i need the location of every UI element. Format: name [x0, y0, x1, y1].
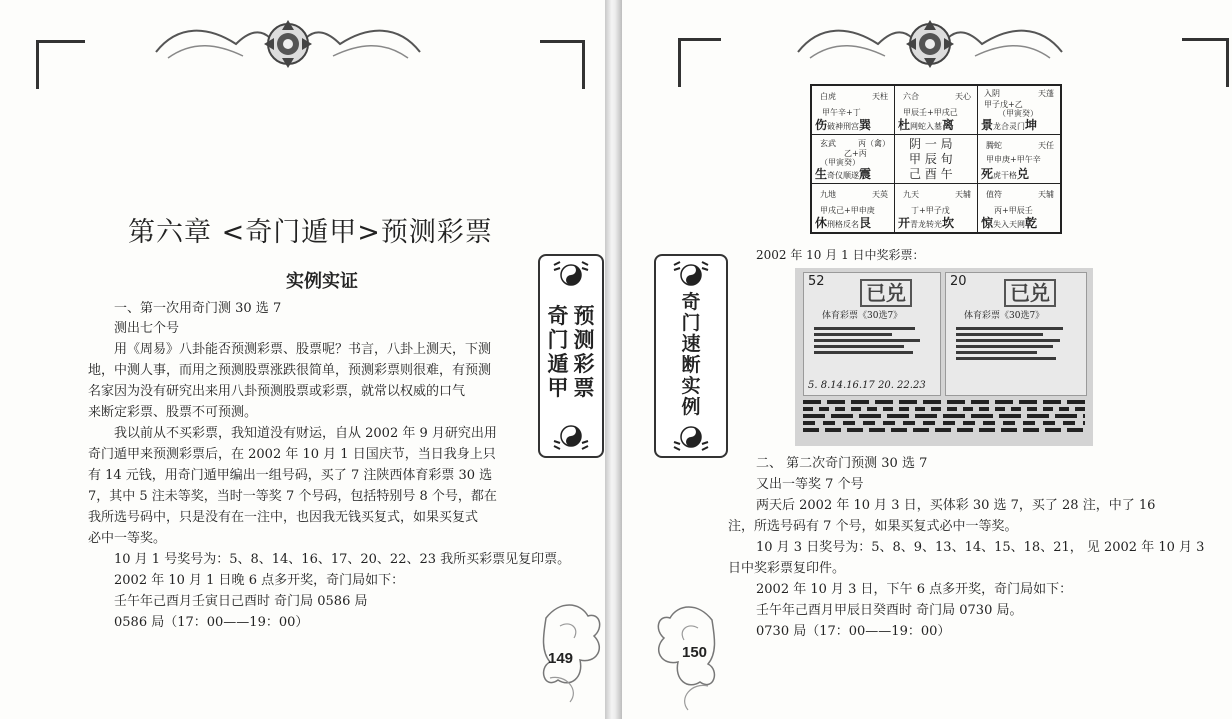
bagua-icon: [672, 422, 710, 452]
tab-col-2: 预 测 彩 票: [573, 304, 595, 400]
grid-cell-gen: 九地 天英 甲戌己+甲申庚 休刑格反名艮: [811, 184, 895, 234]
paragraph-line: 奇门遁甲来预测彩票后，在 2002 年 10 月 1 日国庆节，当日我身上只: [88, 447, 496, 462]
bagua-icon: [552, 260, 590, 290]
line-draw: 2002 年 10 月 3 日，下午 6 点多开奖，奇门局如下：: [756, 582, 1073, 597]
left-page: [0, 0, 605, 719]
paragraph-line: 用《周易》八卦能否预测彩票、股票呢？书言，八卦上测天，下测: [114, 342, 492, 357]
right-page-lower: [622, 450, 1232, 719]
heading-first-test: 一、第一次用奇门测 30 选 7: [114, 301, 282, 316]
chapter-title: 第六章 <奇门遁甲>预测彩票: [128, 217, 493, 248]
handwritten-numbers: 5. 8.14.16.17 20. 22.23: [808, 380, 926, 391]
grid-cell-qian: 值符 天辅 丙+甲辰壬 惊失入天网乾: [978, 184, 1062, 234]
line-ju: 0586 局（17：00——19：00）: [114, 615, 309, 630]
line-ju: 0730 局（17：00——19：00）: [756, 624, 951, 639]
redeemed-stamp: 已兑: [860, 279, 912, 307]
line-ganzhi: 壬午年己酉月壬寅日己酉时 奇门局 0586 局: [114, 594, 368, 609]
paragraph-line: 7，其中 5 注未等奖，当时一等奖 7 个号码，包括特别号 8 个号，都在: [88, 489, 497, 504]
paragraph-line: 我以前从不买彩票，我知道没有财运，自从 2002 年 9 月研究出用: [114, 426, 497, 441]
page-number: 149: [548, 650, 574, 667]
grid-cell-zhen: 玄武 丙（禽） 乙+丙 （甲寅癸） 生奇仪顺遂震: [811, 135, 895, 184]
paragraph-line: 两天后 2002 年 10 月 3 日，买体彩 30 选 7，买了 28 注，中了 16: [756, 498, 1156, 513]
book-gutter: [605, 0, 622, 719]
paragraph-line: 注，所选号码有 7 个号，如果买复式必中一等奖。: [728, 519, 1018, 534]
section-title: 实例实证: [286, 271, 358, 292]
crop-mark: [678, 38, 721, 87]
grid-cell-sun: 白虎 天柱 甲午辛+丁 伤破神刑宫巽: [811, 85, 895, 135]
grid-cell-kun: 入阴 天蓬 甲子戊+乙 （甲寅癸） 景龙合灵门坤: [978, 85, 1062, 135]
crop-mark: [36, 40, 85, 89]
tab-col: 奇 门 速 断 实 例: [681, 291, 701, 418]
line-result: 10 月 1 号奖号为：5、8、14、16、17、20、22、23 我所买彩票见复印票。: [114, 552, 571, 567]
bagua-icon: [552, 421, 590, 451]
ticket-text-block: [956, 327, 1072, 363]
grid-cell-dui: 腾蛇 天任 甲申庚+甲午辛 死虎干格兑: [978, 135, 1062, 184]
paragraph-line: 有 14 元钱，用奇门遁甲编出一组号码，买了 7 注陕西体育彩票 30 选: [88, 468, 493, 483]
ticket-barcode: [803, 400, 1085, 435]
result-line: 日中奖彩票复印件。: [728, 561, 846, 576]
crop-mark: [1182, 38, 1229, 87]
bagua-icon: [672, 260, 710, 290]
qimen-chart: [810, 84, 1062, 234]
side-tab-quick-cases: [654, 254, 728, 458]
grid-cell-center: 阴 一 局 甲 辰 旬 己 酉 午: [895, 135, 978, 184]
paragraph-line: 名家因为没有研究出来用八卦预测股票或彩票，就常以权威的口气: [88, 384, 466, 399]
lottery-ticket-photocopy: [795, 268, 1093, 446]
ticket-right: 20 已兑 体育彩票《30选7》: [945, 272, 1087, 396]
page-number: 150: [682, 644, 708, 661]
grid-cell-li: 六合 天心 甲辰壬+甲戌己 杜网蛇入墓离: [895, 85, 978, 135]
dragon-header-ornament: [790, 14, 1070, 74]
result-line: 10 月 3 日奖号为：5、8、9、13、14、15、18、21， 见 2002 年 10 月 3: [756, 540, 1205, 555]
ticket-caption: 2002 年 10 月 1 日中奖彩票：: [756, 248, 925, 262]
grid-cell-kan: 九天 天辅 丁+甲子戊 开青龙转光坎: [895, 184, 978, 234]
line-again: 又出一等奖 7 个号: [756, 477, 864, 492]
paragraph-line: 来断定彩票、股票不可预测。: [88, 405, 258, 420]
redeemed-stamp: 已兑: [1004, 279, 1056, 307]
heading-second-test: 二、 第二次奇门预测 30 选 7: [756, 456, 928, 471]
line-measure: 测出七个号: [114, 321, 180, 336]
line-draw: 2002 年 10 月 1 日晚 6 点多开奖，奇门局如下：: [114, 573, 405, 588]
dragon-header-ornament: [148, 14, 428, 74]
line-ganzhi: 壬午年己酉月甲辰日癸酉时 奇门局 0730 局。: [756, 603, 1023, 618]
ticket-left: 52 已兑 体育彩票《30选7》 5. 8.14.16.17 20. 22.23: [803, 272, 941, 396]
crop-mark: [540, 40, 585, 89]
side-tab-prediction: [538, 254, 604, 458]
paragraph-line: 地，中测人事，而用之预测股票涨跌很简单，预测彩票则很难，有预测: [88, 363, 492, 378]
tab-col-1: 奇 门 遁 甲: [547, 304, 569, 400]
paragraph-line: 我所选号码中，只是没有在一注中，也因我无钱买复式，如果买复式: [88, 510, 479, 525]
ticket-text-block: [814, 327, 926, 357]
paragraph-line: 必中一等奖。: [88, 531, 167, 546]
